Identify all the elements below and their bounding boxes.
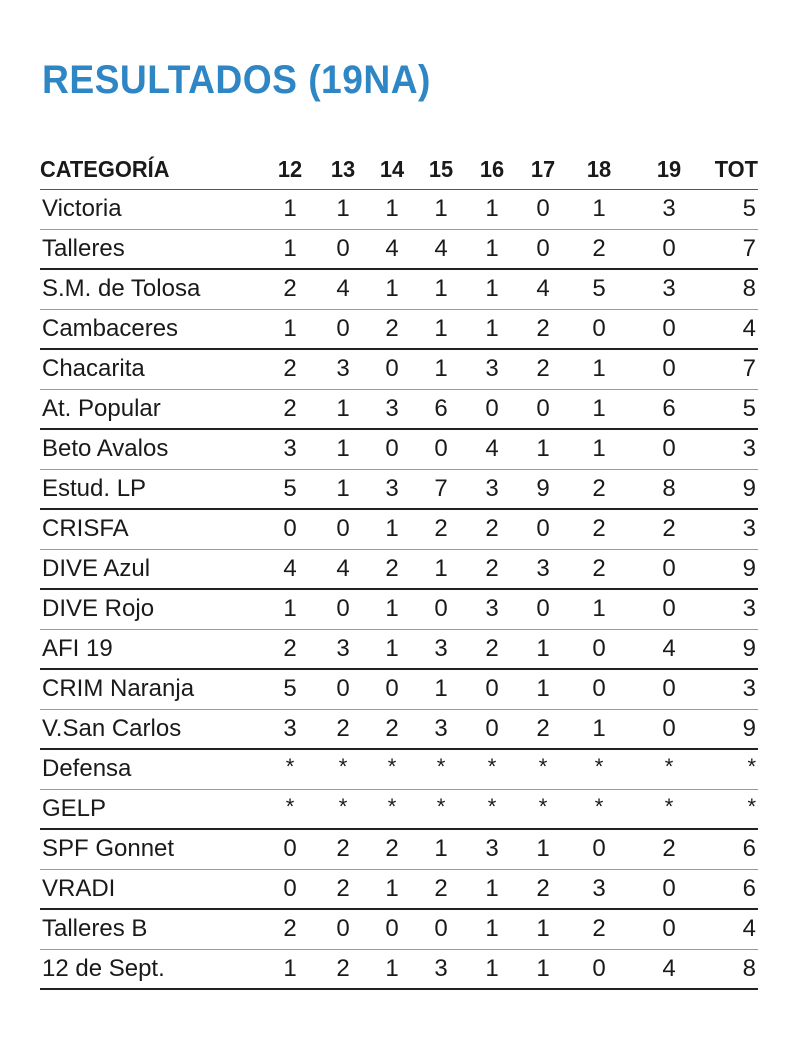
score-cell: * bbox=[538, 754, 548, 780]
results-table bbox=[40, 150, 758, 990]
score-cell: 1 bbox=[485, 314, 499, 342]
score-cell: 1 bbox=[283, 234, 297, 262]
column-header-18: 18 bbox=[570, 150, 629, 190]
score-cell: 2 bbox=[385, 554, 399, 582]
total-cell: * bbox=[747, 754, 756, 780]
table-row bbox=[40, 589, 758, 629]
score-cell: * bbox=[285, 754, 295, 780]
score-cell: 2 bbox=[336, 954, 350, 982]
score-cell: 1 bbox=[485, 234, 499, 262]
score-cell: 3 bbox=[485, 595, 499, 623]
score-cell: 1 bbox=[283, 195, 297, 223]
score-cell: 2 bbox=[592, 915, 606, 943]
score-cell: 0 bbox=[485, 394, 499, 422]
score-cell: 2 bbox=[592, 474, 606, 502]
table-row bbox=[40, 829, 758, 869]
score-cell: 4 bbox=[434, 234, 448, 262]
score-cell: 2 bbox=[536, 355, 550, 383]
total-cell: 7 bbox=[742, 355, 756, 383]
score-cell: 5 bbox=[592, 275, 606, 303]
score-cell: 3 bbox=[434, 634, 448, 662]
score-cell: 2 bbox=[662, 835, 676, 863]
score-cell: 1 bbox=[434, 554, 448, 582]
score-cell: 9 bbox=[536, 474, 550, 502]
score-cell: 0 bbox=[662, 355, 676, 383]
column-header-14: 14 bbox=[369, 150, 415, 190]
team-name-cell: Victoria bbox=[42, 195, 122, 223]
score-cell: * bbox=[487, 754, 497, 780]
column-header-17: 17 bbox=[519, 150, 567, 190]
team-name-cell: Talleres bbox=[42, 234, 125, 262]
score-cell: 1 bbox=[385, 195, 399, 223]
table-row bbox=[40, 190, 758, 230]
page-title: RESULTADOS (19NA) bbox=[42, 58, 431, 102]
score-cell: 2 bbox=[536, 874, 550, 902]
team-name-cell: VRADI bbox=[42, 874, 116, 902]
score-cell: 0 bbox=[283, 835, 297, 863]
score-cell: 3 bbox=[536, 554, 550, 582]
total-cell: 9 bbox=[742, 714, 756, 742]
score-cell: 0 bbox=[385, 355, 399, 383]
score-cell: 0 bbox=[536, 515, 550, 543]
score-cell: * bbox=[664, 754, 674, 780]
score-cell: 0 bbox=[592, 314, 606, 342]
table-row bbox=[40, 469, 758, 509]
score-cell: 3 bbox=[434, 714, 448, 742]
column-header-15: 15 bbox=[417, 150, 465, 190]
score-cell: 0 bbox=[336, 234, 350, 262]
team-name-cell: Chacarita bbox=[42, 355, 145, 383]
score-cell: 1 bbox=[434, 314, 448, 342]
score-cell: 4 bbox=[283, 554, 297, 582]
score-cell: 1 bbox=[434, 195, 448, 223]
total-cell: 3 bbox=[742, 435, 756, 463]
score-cell: 1 bbox=[283, 314, 297, 342]
score-cell: 0 bbox=[536, 234, 550, 262]
score-cell: * bbox=[387, 754, 397, 780]
score-cell: 1 bbox=[592, 595, 606, 623]
score-cell: 1 bbox=[385, 595, 399, 623]
header-row bbox=[40, 150, 758, 190]
score-cell: 1 bbox=[485, 195, 499, 223]
score-cell: 0 bbox=[662, 314, 676, 342]
score-cell: 1 bbox=[336, 394, 350, 422]
score-cell: 3 bbox=[283, 435, 297, 463]
table-row bbox=[40, 429, 758, 469]
score-cell: 1 bbox=[536, 675, 550, 703]
score-cell: 5 bbox=[283, 474, 297, 502]
team-name-cell: CRISFA bbox=[42, 515, 129, 543]
score-cell: 2 bbox=[336, 714, 350, 742]
table-row bbox=[40, 549, 758, 589]
score-cell: 2 bbox=[485, 554, 499, 582]
score-cell: 3 bbox=[485, 355, 499, 383]
score-cell: 0 bbox=[434, 915, 448, 943]
score-cell: 1 bbox=[283, 954, 297, 982]
score-cell: 1 bbox=[434, 835, 448, 863]
score-cell: 1 bbox=[485, 915, 499, 943]
score-cell: 7 bbox=[434, 474, 448, 502]
total-cell: 3 bbox=[742, 675, 756, 703]
total-cell: 7 bbox=[742, 234, 756, 262]
table-row bbox=[40, 229, 758, 269]
total-cell: 4 bbox=[742, 915, 756, 943]
score-cell: 0 bbox=[662, 554, 676, 582]
team-name-cell: GELP bbox=[42, 794, 107, 822]
score-cell: 0 bbox=[592, 675, 606, 703]
score-cell: 0 bbox=[536, 195, 550, 223]
column-header-12: 12 bbox=[263, 150, 316, 190]
score-cell: 4 bbox=[536, 275, 550, 303]
score-cell: 0 bbox=[434, 435, 448, 463]
table-row bbox=[40, 309, 758, 349]
score-cell: 2 bbox=[336, 835, 350, 863]
score-cell: 0 bbox=[283, 874, 297, 902]
score-cell: 1 bbox=[485, 874, 499, 902]
column-header-16: 16 bbox=[467, 150, 516, 190]
score-cell: 0 bbox=[336, 314, 350, 342]
table-row bbox=[40, 269, 758, 309]
score-cell: 0 bbox=[662, 714, 676, 742]
team-name-cell: 12 de Sept. bbox=[42, 954, 165, 982]
score-cell: 2 bbox=[283, 355, 297, 383]
score-cell: 1 bbox=[283, 595, 297, 623]
score-cell: 2 bbox=[434, 874, 448, 902]
score-cell: 3 bbox=[385, 394, 399, 422]
score-cell: 0 bbox=[662, 595, 676, 623]
score-cell: 4 bbox=[662, 634, 676, 662]
score-cell: 3 bbox=[592, 874, 606, 902]
team-name-cell: Cambaceres bbox=[42, 314, 179, 342]
score-cell: 2 bbox=[385, 714, 399, 742]
team-name-cell: DIVE Azul bbox=[42, 554, 151, 582]
total-cell: 6 bbox=[742, 835, 756, 863]
score-cell: 1 bbox=[385, 634, 399, 662]
score-cell: 3 bbox=[662, 275, 676, 303]
score-cell: 0 bbox=[434, 595, 448, 623]
score-cell: 4 bbox=[336, 554, 350, 582]
score-cell: 1 bbox=[536, 915, 550, 943]
score-cell: 2 bbox=[434, 515, 448, 543]
score-cell: * bbox=[285, 793, 295, 819]
score-cell: 4 bbox=[385, 234, 399, 262]
score-cell: 3 bbox=[485, 474, 499, 502]
score-cell: 2 bbox=[385, 835, 399, 863]
score-cell: * bbox=[338, 793, 348, 819]
score-cell: 0 bbox=[592, 954, 606, 982]
score-cell: * bbox=[594, 793, 604, 819]
table-row bbox=[40, 509, 758, 549]
total-cell: 8 bbox=[742, 275, 756, 303]
score-cell: 3 bbox=[336, 355, 350, 383]
score-cell: * bbox=[387, 793, 397, 819]
score-cell: 1 bbox=[592, 394, 606, 422]
score-cell: 4 bbox=[662, 954, 676, 982]
score-cell: 1 bbox=[485, 275, 499, 303]
score-cell: 4 bbox=[485, 435, 499, 463]
score-cell: * bbox=[664, 793, 674, 819]
column-header-13: 13 bbox=[319, 150, 367, 190]
column-header-categoria: CATEGORÍA bbox=[40, 150, 251, 190]
score-cell: 1 bbox=[592, 195, 606, 223]
score-cell: 5 bbox=[283, 675, 297, 703]
score-cell: 0 bbox=[662, 234, 676, 262]
results-body bbox=[40, 190, 758, 990]
score-cell: 1 bbox=[385, 954, 399, 982]
score-cell: 1 bbox=[336, 435, 350, 463]
total-cell: 4 bbox=[742, 314, 756, 342]
team-name-cell: Beto Avalos bbox=[42, 435, 169, 463]
score-cell: 0 bbox=[385, 435, 399, 463]
score-cell: 1 bbox=[536, 634, 550, 662]
score-cell: 0 bbox=[485, 714, 499, 742]
score-cell: 0 bbox=[336, 515, 350, 543]
team-name-cell: Estud. LP bbox=[42, 474, 147, 502]
score-cell: 1 bbox=[485, 954, 499, 982]
score-cell: 2 bbox=[385, 314, 399, 342]
total-cell: 9 bbox=[742, 554, 756, 582]
total-cell: 9 bbox=[742, 634, 756, 662]
team-name-cell: V.San Carlos bbox=[42, 714, 182, 742]
table-row bbox=[40, 709, 758, 749]
score-cell: * bbox=[487, 793, 497, 819]
score-cell: 2 bbox=[592, 234, 606, 262]
score-cell: 1 bbox=[336, 195, 350, 223]
score-cell: 1 bbox=[385, 515, 399, 543]
score-cell: 2 bbox=[592, 515, 606, 543]
total-cell: 6 bbox=[742, 874, 756, 902]
total-cell: 9 bbox=[742, 474, 756, 502]
team-name-cell: SPF Gonnet bbox=[42, 835, 175, 863]
table-row bbox=[40, 789, 758, 829]
table-row bbox=[40, 389, 758, 429]
column-header-19: 19 bbox=[632, 150, 706, 190]
score-cell: 0 bbox=[536, 394, 550, 422]
score-cell: 4 bbox=[336, 275, 350, 303]
table-row bbox=[40, 869, 758, 909]
score-cell: 1 bbox=[385, 275, 399, 303]
score-cell: * bbox=[594, 754, 604, 780]
score-cell: 2 bbox=[283, 394, 297, 422]
score-cell: 3 bbox=[385, 474, 399, 502]
score-cell: 1 bbox=[592, 355, 606, 383]
score-cell: 8 bbox=[662, 474, 676, 502]
score-cell: * bbox=[436, 754, 446, 780]
total-cell: 3 bbox=[742, 515, 756, 543]
score-cell: 0 bbox=[662, 915, 676, 943]
table-row bbox=[40, 349, 758, 389]
total-cell: 8 bbox=[742, 954, 756, 982]
score-cell: 6 bbox=[662, 394, 676, 422]
total-cell: 3 bbox=[742, 595, 756, 623]
score-cell: 6 bbox=[434, 394, 448, 422]
score-cell: 0 bbox=[336, 915, 350, 943]
total-cell: * bbox=[747, 793, 756, 819]
score-cell: 3 bbox=[283, 714, 297, 742]
score-cell: 3 bbox=[434, 954, 448, 982]
score-cell: 0 bbox=[283, 515, 297, 543]
score-cell: * bbox=[338, 754, 348, 780]
score-cell: 3 bbox=[336, 634, 350, 662]
table-row bbox=[40, 749, 758, 789]
score-cell: 2 bbox=[485, 515, 499, 543]
score-cell: 2 bbox=[336, 874, 350, 902]
score-cell: 0 bbox=[385, 915, 399, 943]
score-cell: 0 bbox=[592, 634, 606, 662]
score-cell: 1 bbox=[336, 474, 350, 502]
score-cell: 2 bbox=[662, 515, 676, 543]
score-cell: 0 bbox=[336, 675, 350, 703]
score-cell: 1 bbox=[536, 835, 550, 863]
table-row bbox=[40, 629, 758, 669]
table-row bbox=[40, 909, 758, 949]
score-cell: 2 bbox=[283, 634, 297, 662]
score-cell: 0 bbox=[485, 675, 499, 703]
score-cell: 1 bbox=[592, 714, 606, 742]
score-cell: 0 bbox=[592, 835, 606, 863]
team-name-cell: DIVE Rojo bbox=[42, 595, 155, 623]
team-name-cell: AFI 19 bbox=[42, 634, 113, 662]
total-cell: 5 bbox=[742, 195, 756, 223]
score-cell: 0 bbox=[662, 435, 676, 463]
score-cell: 1 bbox=[536, 954, 550, 982]
team-name-cell: Defensa bbox=[42, 755, 132, 783]
column-header-tot: TOT bbox=[711, 150, 759, 190]
score-cell: 1 bbox=[434, 675, 448, 703]
score-cell: 3 bbox=[485, 835, 499, 863]
score-cell: 1 bbox=[536, 435, 550, 463]
score-cell: 3 bbox=[662, 195, 676, 223]
team-name-cell: At. Popular bbox=[42, 394, 161, 422]
score-cell: * bbox=[436, 793, 446, 819]
score-cell: 0 bbox=[662, 874, 676, 902]
score-cell: 1 bbox=[434, 275, 448, 303]
total-cell: 5 bbox=[742, 394, 756, 422]
score-cell: 0 bbox=[536, 595, 550, 623]
score-cell: 1 bbox=[434, 355, 448, 383]
score-cell: 2 bbox=[536, 714, 550, 742]
score-cell: 1 bbox=[385, 874, 399, 902]
score-cell: 0 bbox=[385, 675, 399, 703]
score-cell: 1 bbox=[592, 435, 606, 463]
score-cell: 2 bbox=[283, 275, 297, 303]
table-row bbox=[40, 949, 758, 989]
team-name-cell: S.M. de Tolosa bbox=[42, 275, 201, 303]
score-cell: 2 bbox=[592, 554, 606, 582]
team-name-cell: CRIM Naranja bbox=[42, 675, 195, 703]
table-row bbox=[40, 669, 758, 709]
score-cell: 2 bbox=[283, 915, 297, 943]
score-cell: 0 bbox=[336, 595, 350, 623]
score-cell: 2 bbox=[536, 314, 550, 342]
team-name-cell: Talleres B bbox=[42, 915, 148, 943]
score-cell: 0 bbox=[662, 675, 676, 703]
score-cell: * bbox=[538, 793, 548, 819]
score-cell: 2 bbox=[485, 634, 499, 662]
